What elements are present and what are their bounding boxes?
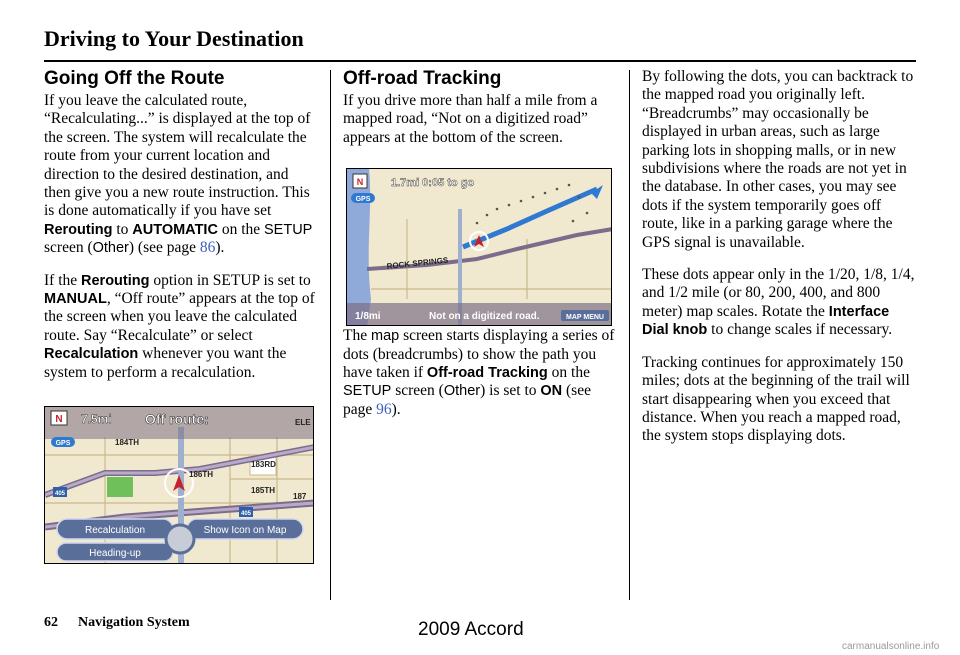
term-map: map [370,328,400,345]
street-label: 184TH [115,438,140,447]
paragraph-manual-rerouting: If the Rerouting option in SETUP is set to MANUAL, “Off route” appears at the top of the screen when you leave the calculated route. Say “Recalculate” or select Recalculation whenever you want the system to perform a recalculation. [44,271,315,381]
term-recalculation: Recalculation [44,346,139,363]
trip-readout: 1.7mi 0:05 to go [391,177,475,189]
column-divider-right [629,70,630,600]
paragraph-tracking-distance: Tracking continues for approximately 150 miles; dots at the beginning of the trail will start disappearing when you exceed that distance. When you reach a mapped road, the system stops displaying dots. [642,353,910,445]
paragraph-not-digitized: If you drive more than half a mile from a mapped road, “Not on a digitized road” appears at the bottom of the screen. [343,92,598,146]
page-link-86[interactable]: 86 [199,239,216,257]
svg-text:Show Icon on Map: Show Icon on Map [203,525,287,536]
street-label: 183RD [251,460,276,469]
page-link-96[interactable]: 96 [376,400,392,418]
freeway-shield: 405 [240,511,252,517]
term-manual: MANUAL [44,291,107,308]
interface-dial-knob-icon [166,525,194,553]
title-rule [44,60,916,62]
map-scale: 1/8mi [355,311,381,322]
term-rerouting: Rerouting [44,221,113,238]
footer-model: 2009 Accord [418,619,524,640]
street-label: 186TH [189,470,214,479]
svg-text:Recalculation: Recalculation [84,525,146,536]
paragraph-recalculating: If you leave the calculated route, “Recalculating...” is displayed at the top of the screen. The system will recalculate the route from your current location and direction to the desired destination, and then give you a new route instruction. This is done automatically if you have set Rerouting to AUTOMATIC on the SETUP screen (Other) (see page 86). [44,92,313,257]
street-label: ROCK SPRINGS [386,255,449,271]
compass-icon: N [356,177,364,187]
not-digitized-notice: Not on a digitized road. [429,311,540,322]
term-setup: SETUP [264,221,313,238]
paragraph-map-scales: These dots appear only in the 1/20, 1/8, 1/4, and 1/2 mile (or 80, 200, 400, and 800 meter) map scales. Rotate the Interface Dial knob to change scales if necessary. [642,266,915,339]
svg-text:MAP MENU: MAP MENU [566,314,604,321]
column-divider-left [330,70,331,600]
gps-indicator: GPS [355,196,371,203]
page-title: Driving to Your Destination [44,26,304,51]
street-label: 185TH [251,486,276,495]
screenshot-not-digitized-road [346,168,612,326]
term-off-road-tracking: Off-road Tracking [426,365,548,382]
heading-off-road-tracking: Off-road Tracking [343,68,502,89]
gps-indicator: GPS [55,440,71,447]
column-going-off-route [44,68,316,396]
page-number: 62 [44,615,58,630]
column-breadcrumb-details [642,68,918,460]
off-route-status: Off route: [145,411,209,427]
compass-icon: N [55,414,63,425]
street-label: 187 [293,492,307,501]
svg-text:Heading-up: Heading-up [89,548,141,559]
street-label: ELE [295,418,311,427]
watermark: carmanualsonline.info [842,641,940,652]
heading-going-off-route: Going Off the Route [44,68,225,89]
off-route-map [45,407,314,564]
footer-section: Navigation System [78,615,190,630]
off-road-map [347,169,612,326]
term-automatic: AUTOMATIC [132,221,218,238]
term-on: ON [540,383,563,400]
term-rerouting-2: Rerouting [81,272,150,289]
paragraph-backtrack: By following the dots, you can backtrack to the mapped road you originally left. “Breadcrumbs” may occasionally be displayed in urban areas, such as large parking lots in shopping malls, or in new subdivisions where the roads are not yet in the database. In other cases, you may see dots if the system temporarily goes off route, like in a parking garage where the GPS signal is unavailable. [642,68,914,251]
distance-readout: 7.5mi [81,412,112,426]
paragraph-breadcrumbs: The map screen starts displaying a series of dots (breadcrumbs) to show the path you have taken if Off-road Tracking on the SETUP screen (Other) is set to ON (see page 96). [343,327,615,418]
term-setup-2: SETUP [343,383,392,400]
term-interface-dial-knob: Interface Dial knob [642,303,890,339]
screenshot-off-route [44,406,314,564]
term-other-2: Other [443,383,481,400]
freeway-shield: 405 [54,491,66,497]
term-other: Other [92,240,129,257]
